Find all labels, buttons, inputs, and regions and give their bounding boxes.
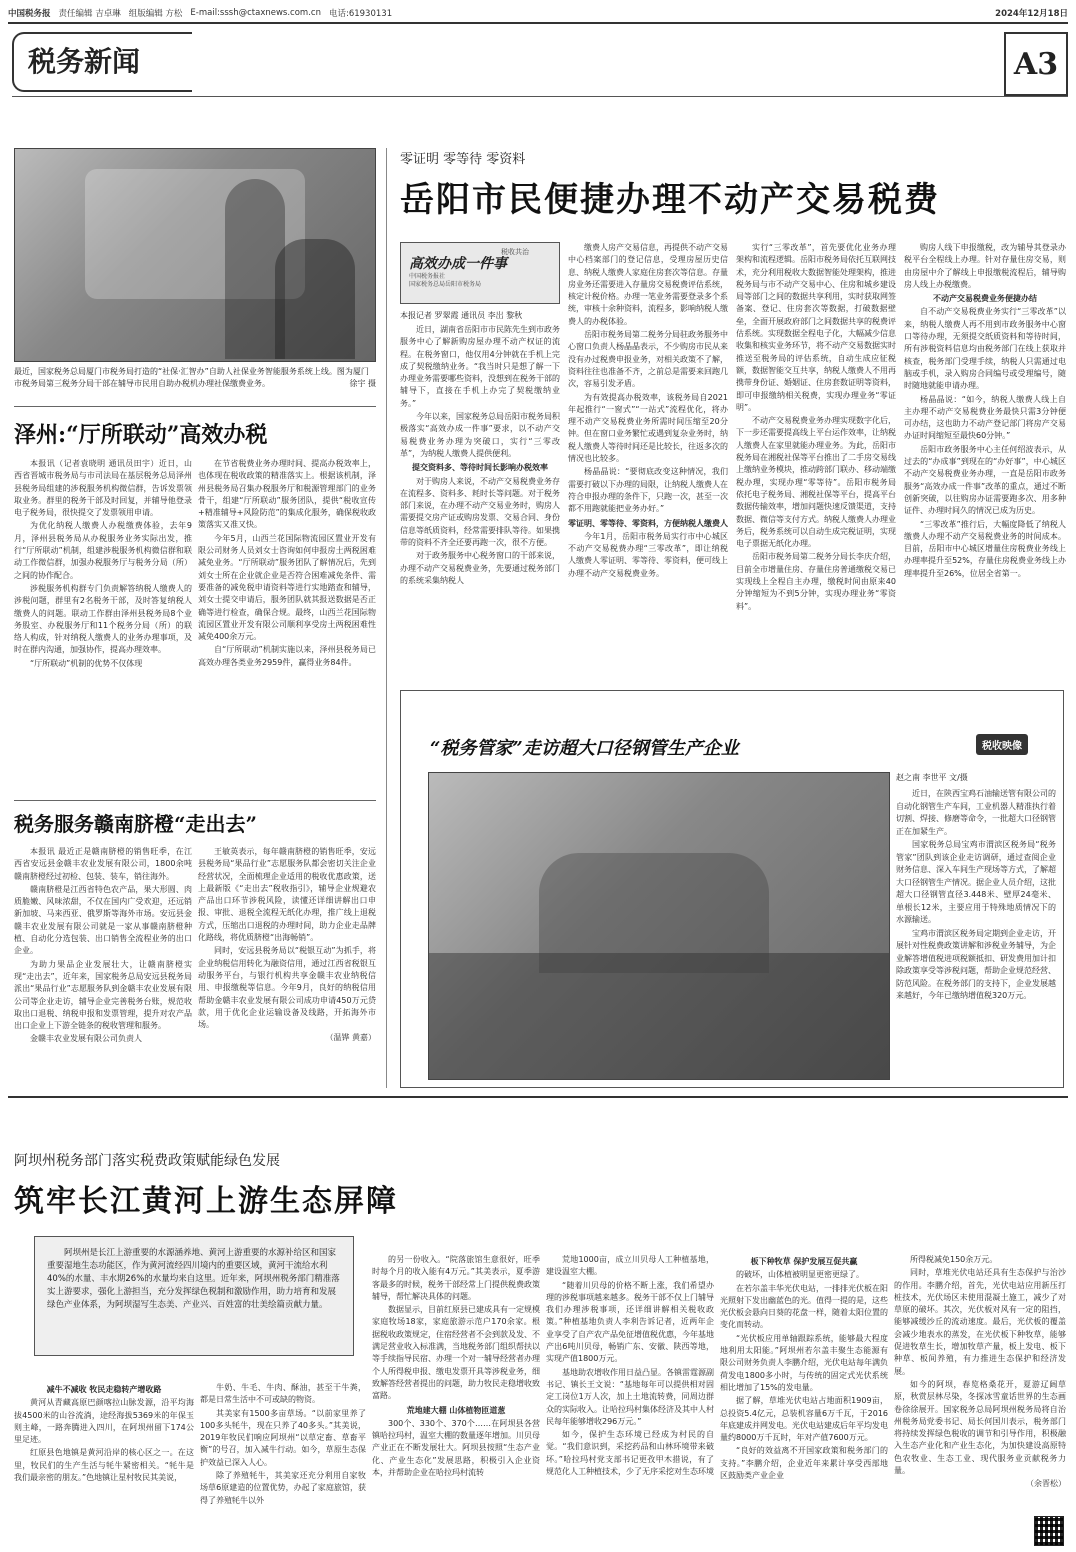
- badge-main: 高效办成一件事: [409, 256, 507, 272]
- zezhou-col2: 在节省税费业务办理时间、提高办税效率上，也体现在税收政策的精准落实上。根据该机制，泽州县税务局召集办税服务厅和税源管理部门的业务骨干，组建“厅所联动”服务团队，提供“税收宣传+精准辅导+风险防范”的集成化服务，确保税收政策落实又准又快。 今年5月，山西兰花国际物流园区置业开发有限公司财务人员刘女士咨询如何申报房土两税困难减免业务。“厅所联动”服务团队了解情况后，先到刘女士所在企业就企业是否符合困难减免条件、需要准备的减免税申请资料等进行实地踏查和辅导，刘女士提交申请后，服务团队就其报送数据是否正确等进行检查，确保合规。最终，山西兰花国际物流园区置业开发有限公司顺利享受房土两税困难性减免400余万元。 自“厅所联动”机制实施以来，泽州县税务局已高效办理各类业务2959件，赢得业务84件。: [198, 459, 376, 667]
- badge-box: [400, 242, 560, 304]
- lead-col2: 缴费人房产交易信息，再提供不动产交易中心档案部门的登记信息，受理房屋历史信息、纳税人缴费人家庭住房套次等信息。存量房业务还需要进入存量房交易税费评估系统，核定计税价格。办理一笔业务需要登录多个系统，审核十余种资料，流程多，影响纳税人缴费人的办税体验。 岳阳市税务局第二税务分局驻政务服务中心窗口负责人杨晶晶表示，不少购房市民从来没有办过税费申报业务，对相关政策不了解，资料往往也准备不齐，之前总是需要来回跑几次，容易引发矛盾。 为有效提高办税效率，该税务局自2021年起推行“一窗式”“一站式”流程优化，将办理不动产交易税费业务所需时间压缩至20分钟。但在窗口业务繁忙或遇到复杂业务时，纳税人缴费人等待时间还是比较长，往返多次的情况也比较多。 杨晶晶说：“要彻底改变这种情况，我们需要打破以下办理的局限，让纳税人缴费人在符合申报办理的条件下，只跑一次，甚至一次都不用跑就能把业务办好。” 零证明、零等待、零资料，方便纳税人缴费人 今年1月，岳阳市税务局实行市中心城区不动产交易税费办理“三零改革”，即让纳税人缴费人零证明、零等待、零资料，便可线上办理不动产交易税费业务。: [568, 243, 728, 578]
- aba-abstract: 阿坝州是长江上游重要的水源涵养地、黄河上游重要的水源补给区和国家重要湿地生态功能区，作为黄河流经四川境内的重要区域，黄河干流给水利40%的水量、丰水期26%的水量均来自这里。近年来，阿坝州税务部门精准落实上游要求，强化上游担当，充分发挥绿色税制和激励作用，助力培育和发展绿色产业体系，为阿坝湿写生态美、产业兴、百姓富的壮美绘篇贡献力量。: [34, 1236, 354, 1356]
- lead-byline: 本报记者 罗翠霞 通讯员 李岀 黎秋: [400, 311, 523, 320]
- badge-sub: 中国税务报社 国家税务总局岳阳市税务局: [409, 273, 482, 288]
- video-badge: 税收映像: [976, 734, 1028, 755]
- aba-col4: 荒地1000亩，成立川贝母人工种植基地，建设温室大棚。 “随着川贝母的价格不断上涨，我们希望办理的涉税事项越来越多。税务干部不仅上门辅导我们办理涉税事项，还详细讲解相关税收政策。”种植基地负责人李利告诉记者，近两年企业享受了自产农产品免征增值税优惠，今年基地产出6吨川贝母，畅销广东、安徽、陕西等地，实现产值1800万元。 基地助农增收作用日益凸显。各镇雷霆源副书记、镇长王文说：“基地每年可以提供相对固定工岗位1万人次，加上土地流转费，同周边群众的实际收入。让哈拉玛村集体经济及其中人村民每年能够增收296万元。” 如今，保护生态环境已经成为村民的自觉。“我们意识到，采挖药品和山林环境带来破坏。”哈拉玛村党支部书记更孜甲木措说，有了规范化人工种植技术，少了无序采挖对生态环境: [546, 1255, 714, 1477]
- lead-col3: 实行“三零改革”，首先要优化业务办理架构和流程逻辑。岳阳市税务局依托互联网技术，充分利用税收大数据智能处理架构，推进税务局与市不动产交易中心、住房和城乡建设局等部门之间的数据共享利用，实时获取网签备案、登记、住房套次等数据，打破数据壁垒，全面开展政府部门之间数据共享的税费评估系统。实现数据全程电子化，大幅减少信息收集和核实业务环节，将不动产交易数据实时推送至税务局的评估系统，自动生成应征税额，数据智能交互共享，纳税人缴费人不用再携带身份证、婚姻证、住房套数证明等资料，即可申报缴纳相关税费，实现办理业务“零证明”。 不动产交易税费业务办理实现数字化后，下一步还需要提高线上平台运作效率，让纳税人缴费人在家里就能办理业务。为此，岳阳市税务局在湘税社保等平台推出了二手房交易线上缴纳业务模块，推动跨部门联办、移动端缴税办理，实现办理“零等待”。岳阳市税务局依托电子税务局、湘税社保等平台，提高平台数据传输效率，增加问题快速反馈渠道，支持数据、微信等支付方式。纳税人缴费人办理业务后，税务系统可以自动生成完税证明，实现电子票据无纸化办理。 岳阳市税务局第二税务分局长李庆介绍，目前全市增量住房、存量住房普通缴税交易已实现线上全程自主办理，缴税时间由原来40分钟缩短为不到5分钟，实现办理业务“零资料”。: [736, 243, 896, 611]
- aba-col3: 的另一份收入。“院落旅馆生意很好，旺季时每个月的收入能有4万元。”其美表示，夏季游客最多的时候，税务干部经常上门提供税费政策辅导，帮忙解决具体的问题。 数据显示，目前红原县已建成具有一定规模家庭牧场18家，家庭旅游示范户170余家。根据税收政策规定，住宿经营者不会到款及发、不满足营业收入标准满，当地税务部门组织帮扶以等手续指导民宿、办理一个对一辅导经营者办理个人所得税申报、缴电发票开具等涉税业务，细致解答经营者提出的问题，助力牧民走稳增收致富路。 荒地建大棚 山体植物匝道葱 300个、330个、370个……在阿坝县各营镇哈拉玛村，温室大棚的数量逐年增加。川贝母产业正在不断发展壮大。阿坝县按照“生态产业化、产业生态化”发展思路，积极引入企业资本，并帮助企业在哈拉玛村流转: [372, 1255, 540, 1478]
- top-rule: [8, 22, 1068, 24]
- aba-kicker: 阿坝州税务部门落实税费政策赋能绿色发展: [14, 1153, 280, 1169]
- gannan-col1: 本报讯 最近正是赣南脐橙的销售旺季，在江西省安远县金赣丰农业发展有限公司，1800余吨赣南脐橙经过初检、包装、装车，销往海外。 赣南脐橙是江西省特色农产品，果大形圆、肉质脆嫩、风味浓甜，不仅在国内广受欢迎，还远销新加坡、马来西亚、俄罗斯等海外市场。安远县金赣丰农业发展有限公司就是一家从事赣南脐橙种植、自动化分选包装、出口销售全流程业务的出口企业。 为助力果品企业发展壮大，让赣南脐橙实现“走出去”，近年来，国家税务总局安远县税务局派出“果品行业”志愿服务队到金赣丰农业发展有限公司等企业走访，辅导企业完善税务台账，规范收取出口退税、纳税申报和发票管理，提升对农产品出口企业上下游全链条的税收管理和服务。 金赣丰农业发展有限公司负责人: [14, 847, 192, 1044]
- aba-col1: 减牛不减收 牧民走稳转产增收路 黄河从青藏高原巴颜喀拉山脉发源，沿平均海拔4500米的山谷流淌，途经海拔5369米的年保玉则主峰，一路奔腾进入四川，在阿坝州留下174公里足迹。 红原县色地镇是黄河沿岸的核心区之一。在这里，牧民们的生产生活与牦牛紧密相关。“牦牛是我们最亲密的朋友。”色地镇让星村牧民其美说，: [14, 1385, 194, 1483]
- qr-code-icon[interactable]: [1034, 1516, 1064, 1546]
- zezhou-col1: 本报讯（记者袁晓明 通讯员田宇）近日，山西省晋城市税务局与市司法局在基层税务总局泽州县税务局组建的涉税服务机构微信群，告诉发票领取业务。群里的税务干部及时回复，并辅导他登录电子税务局，很快提交了发票领用申请。 为优化纳税人缴费人办税缴费体验，去年9月，泽州县税务局从办税服务业务实际出发，推行“厅所联动”机制，组建涉税服务机构微信群和联动工作微信群，加强办税服务厅与税务分局（所）之间的协作配合。 涉税服务机构群专门负责解答纳税人缴费人的涉税问题，群里有2名税务干部，及时答复纳税人缴费人的问题。联动工作群由泽州县税务局8个业务股室、办税服务厅和11个税务分局（所）的联络人构成，针对纳税人缴费人的业务办理事项，及时在群内沟通，加强协作，提高办理效率。 “厅所联动”机制的优势不仅体现: [14, 459, 192, 668]
- photo1-caption-text: 最近，国家税务总局厦门市税务局打造的“社保·汇智办”自助人社保业务智能服务系统上线。图为厦门市税务局第三税务分局干部在辅导市民用自助办税机办理社保缴费业务。: [14, 367, 369, 388]
- aba-col2: 牛奶、牛毛、牛肉、酥油，甚至干牛粪，都是日常生活中不可或缺的物资。 其美家有1500多亩草场。“以前家里养了100多头牦牛，现在只养了40多头。”其美说，2019年牧民们响应阿坝州“以草定畜、草畜平衡”的号召，加入减牛行动。如今，草原生态保护效益已深入人心。 除了养殖牦牛，其美家还充分利用自家牧场草6原建造的位置优势，办起了家庭旅馆，获得了养殖牦牛以外: [200, 1383, 366, 1505]
- photo1-credit: 徐宇 摄: [349, 379, 376, 388]
- lead-kicker: 零证明 零等待 零资料: [400, 152, 526, 167]
- layout-editor: 组版编辑 方松: [128, 9, 183, 19]
- news-photo-xiamen: [14, 148, 376, 362]
- phone: 电话:61930131: [328, 9, 393, 19]
- section-title: 税务新闻: [28, 45, 141, 78]
- page-number: A3: [1004, 32, 1068, 96]
- lead-col4: 购房人线下申报缴税，改为辅导其登录办税平台全程线上办理。针对存量住房交易，则由房屋中介了解线上申报缴税流程后，辅导购房人线上办税缴费。 不动产交易税费业务便捷办结 自不动产交易税费业务实行“三零改革”以来，纳税人缴费人再不用到市政务服务中心窗口等待办理，无须提交纸质资料和等待时间，所有涉税资料信息均由税务部门在线上获取并核查，税务部门受理手续，纳税人只需通过电脑或手机，录入购房合同编号或受理编号，随时随地就能申请办理。 杨晶晶说：“如今，纳税人缴费人线上自主办理不动产交易税费业务最快只需3分钟便可办结，这也助力不动产登记部门将房产交易办证时间缩短至最快60分钟。” 岳阳市政务服务中心主任何绍波表示，从过去的“办成事”到现在的“办好事”，中心城区不动产交易税费业务办理，一直是岳阳市政务服务“高效办成一件事”改革的重点，通过不断创新突破，以往购房办证需要跑多次、用多种证件、办理时间久的情况已成为历史。 “三零改革”推行后，大幅度降低了纳税人缴费人办理不动产交易税费业务的时间成本。目前，岳阳市中心城区增量住房税费业务线上办理率提升至52%，存量住房税费业务线上办理率提升至26%，位居全省第一。: [904, 243, 1066, 578]
- email[interactable]: E-mail:sssh@ctaxnews.com.cn: [190, 8, 321, 18]
- paper-name: 中国税务报: [8, 9, 51, 19]
- issue-date: 2024年12月18日: [995, 9, 1068, 19]
- video-headline: “税务管家”走访超大口径钢管生产企业: [430, 738, 739, 759]
- photo1-caption: [14, 366, 376, 390]
- gannan-headline: 税务服务赣南脐橙“走出去”: [14, 812, 258, 836]
- lead-headline: 岳阳市民便捷办理不动产交易税费: [400, 180, 940, 220]
- factory-photo: [428, 772, 890, 1080]
- divider: [8, 1096, 1068, 1098]
- lead-col1: 近日，湖南省岳阳市市民陈先生到市政务服务中心了解新购房屋办理不动产权证的流程。在税务窗口，他仅用4分钟就在手机上完成了契税缴纳业务。“我当时只是想了解一下办理业务需要哪些资料，没想到在税务干部的辅导下，直接在手机上办完了契税缴纳业务。” 今年以来，国家税务总局岳阳市税务局积极落实“高效办成一件事”要求，以不动产交易税费业务办理为突破口，实行“三零改革”，为纳税人缴费人提供便利。 提交资料多、等待时间长影响办税效率 对于购房人来说，不动产交易税费业务存在流程多、资料多、耗时长等问题。对于税务部门来说，在办理不动产交易业务时，购房人需要提交房产证或购房发票、交易合同、身份信息等纸质资料，经常需要排队等待。如果携带的资料不齐全还要再跑一次，很不方便。 对于政务服务中心税务窗口的干部来说，办理不动产交易税费业务，先要通过税务部门的系统采集纳税人: [400, 325, 560, 585]
- aba-col6: 所得税减免150余万元。 同时，草堆光伏电站还具有生态保护与治沙的作用。李鹏介绍，首先，光伏电站应用新压打桩技术，光伏场区未使用混凝土施工，减少了对草原的破坏。其次，光伏板对风有一定的阻挡，能够减缓沙丘的流动速度。最后，光伏板的覆盖会减少地表水的蒸发，在光伏板下种牧草，能够促进牧草生长，增加牧草产量，板上发电、板下种草、板间养殖，有力推进生态保护和经济发展。 如今的阿坝，春览格桑花开，夏游辽阔草原，秋赏层林尽染，冬探冰雪童话世界的生态画卷徐徐展开。国家税务总局阿坝州税务局将自治州税务局党委书记、局长何国川表示，税务部门将持续发挥绿色税收的调节和引导作用，积极融入生态产业化和产业生态化，为加快建设高原特色农牧业、生态工业、现代服务业贡献税务力量。 （余晋松）: [894, 1255, 1066, 1489]
- aba-headline: 筑牢长江黄河上游生态屏障: [14, 1184, 398, 1219]
- gannan-col2: 王敏英表示，每年赣南脐橙的销售旺季，安远县税务局“果品行业”志愿服务队都会密切关注企业经营状况，全面梳理企业适用的税收优惠政策，送上最新版《“走出去”税收指引》，辅导企业规避农产品出口环节涉税风险，读懂还详细讲解出口申报、审批、退税全流程无纸化办理，推广线上退税方式，压缩出口退税的办理时间，助力企业走品牌化路线，将优质脐橙“出海畅销”。 同时，安远县税务局以“税银互动”为抓手，将企业纳税信用转化为融资信用，通过江西省税银互动服务平台，与银行机构共享金赣丰农业纳税信用、申报缴税等信息。今年9月，良好的纳税信用帮助金赣丰农业发展有限公司成功申请450万元贷款，用于优化企业运输设备及线路，开拓海外市场。 （温铧 黄嘉）: [198, 847, 376, 1043]
- column-divider: [386, 148, 387, 1088]
- badge-top: 税收共治: [501, 248, 529, 256]
- editor: 责任编辑 吉卓琳: [58, 9, 121, 19]
- zezhou-headline: 泽州:“厅所联动”高效办税: [14, 422, 268, 448]
- aba-col5: 板下种牧草 保护发展互促共赢 的破坏，山体植被明显更密更绿了。 在若尔盖丰华光伏电站，一排排光伏板在阳光照射下发出幽蓝色的光。值得一提的是，这些光伏板会悬向日葵的花盘一样，随着太阳位置的变化而转动。 “光伏板应用单轴跟踪系统，能够最大程度地利用太阳能。”阿坝州若尔盖丰聚生态能源有限公司财务负责人李鹏介绍，光伏电站每年满负荷发电1800多小时，与传统的固定式光伏系统相比增加了15%的发电量。 据了解，草堆光伏电站占地面积1909亩，总投资5.4亿元，总装机容量6万千瓦，于2016年底建成并网发电。光伏电站建成后年平均发电量约8000万千瓦时，年对产值7600万元。 “良好的效益离不开国家政策和税务部门的支持。”李鹏介绍，企业近年来累计享受西部地区鼓励类产业企业: [720, 1257, 888, 1481]
- video-byline: 赵之南 李世平 文/摄: [896, 773, 968, 782]
- section-rule: [12, 96, 1068, 97]
- masthead-bar: [8, 6, 1068, 20]
- divider: [14, 406, 376, 407]
- video-text: 近日，在陕西宝鸡石油输送管有限公司的自动化钢管生产车间，工业机器人精准执行着切割、焊接、修磨等命令，一批超大口径钢管正在加紧生产。 国家税务总局宝鸡市渭滨区税务局“税务管家”团队到该企业走访调研，通过查阅企业财务信息、深入车间生产现场等方式，了解超大口径钢管生产情况。据企业人员介绍，这批超大口径钢管直径3.448米、壁厚24毫米、单根长12米，主要应用于特殊地质情况下的水源输送。 宝鸡市渭滨区税务局定期到企业走访，开展针对性税费政策讲解和涉税业务辅导，为企业解答增值税进项税额抵扣、研发费用加计扣除政策享受等涉税问题，帮助企业规范经营、防范风险。在税务部门的支持下，企业发展越来越好，今年已缴纳增值税320万元。: [896, 789, 1056, 1000]
- section-title-box: [12, 32, 192, 92]
- divider: [14, 800, 376, 801]
